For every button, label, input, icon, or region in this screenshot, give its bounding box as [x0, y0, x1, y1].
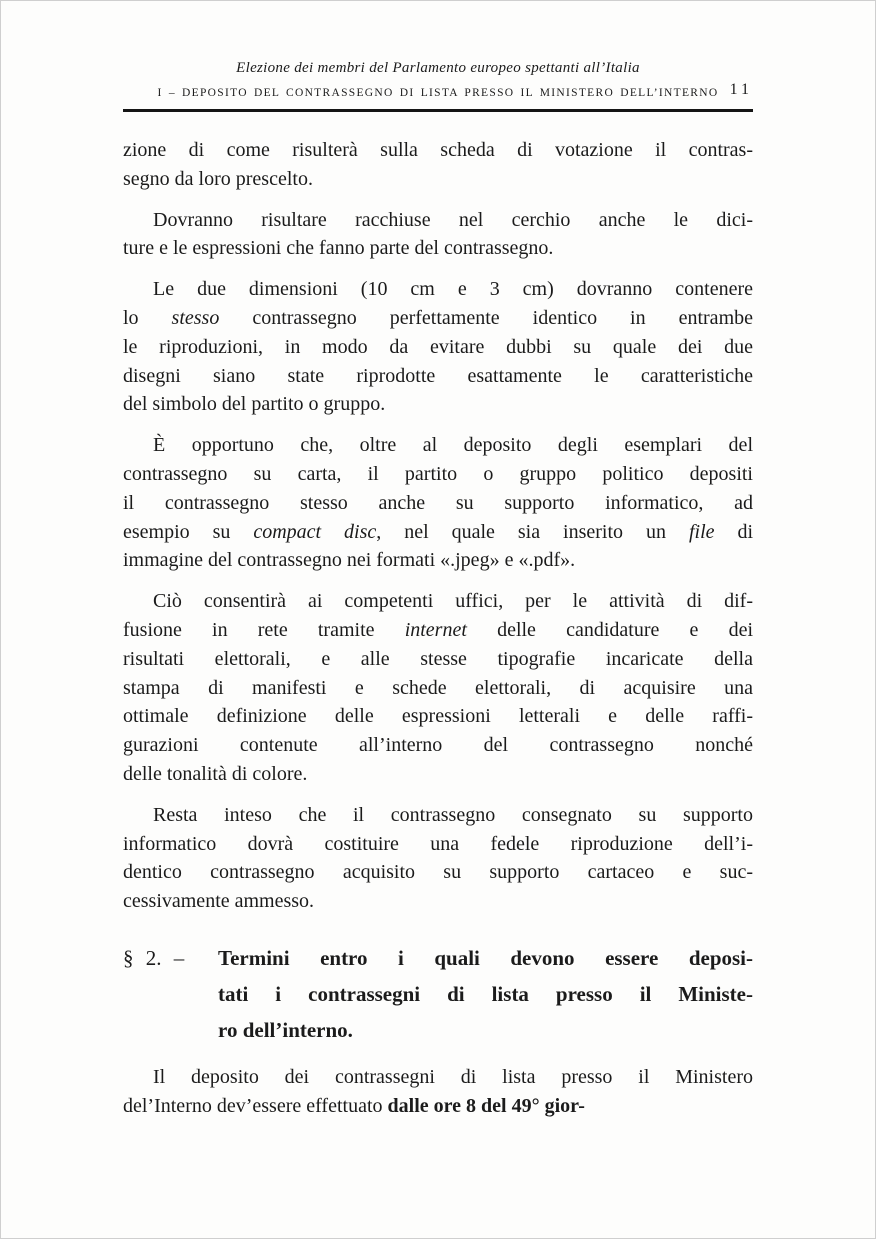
- text-segment: lo: [123, 306, 172, 329]
- text-segment: del’Interno dev’essere effettuato: [123, 1094, 388, 1117]
- text-segment: informatico dovrà costituire una fedele riproduzione dell’i-: [123, 832, 753, 855]
- page-number: 11: [729, 81, 753, 98]
- italic-text: file: [688, 520, 715, 543]
- heading-line: tati i contrassegni di lista presso il Ministe-: [218, 981, 753, 1006]
- text-segment: dentico contrassegno acquisito su supporto cartaceo e suc-: [123, 861, 753, 884]
- italic-text: stesso: [171, 306, 220, 329]
- section-title: [218, 940, 753, 1048]
- text-segment: zione di come risulterà sulla scheda di votazione il contras-: [123, 139, 753, 161]
- text-line: [123, 489, 753, 518]
- bold-text: dalle ore 8 del 49° gior-: [387, 1094, 585, 1117]
- text-line: [123, 431, 753, 460]
- text-line: [123, 1092, 753, 1121]
- body-paragraph: [123, 1063, 753, 1121]
- text-line: [123, 546, 753, 575]
- text-line: [123, 390, 753, 419]
- text-segment: risultati elettorali, e alle stesse tipografie incaricate della: [123, 647, 753, 670]
- text-segment: delle tonalità di colore.: [123, 762, 308, 785]
- text-line: [123, 858, 753, 887]
- running-head-chapter: I – DEPOSITO DEL CONTRASSEGNO DI LISTA PRESSO IL MINISTERO DELL’INTERNO: [157, 87, 719, 99]
- text-segment: immagine del contrassegno nei formati «.jpeg» e «.pdf».: [123, 549, 576, 572]
- text-segment: del simbolo del partito o gruppo.: [123, 393, 386, 416]
- header-rule: [123, 109, 753, 112]
- text-line: [123, 587, 753, 616]
- text-segment: Il deposito dei contrassegni di lista presso il Ministero: [153, 1065, 753, 1088]
- body-paragraph: [123, 206, 753, 264]
- text-segment: il contrassegno stesso anche su supporto informatico, ad: [123, 491, 753, 514]
- text-line: [123, 136, 753, 165]
- text-segment: , nel quale sia inserito un: [376, 520, 689, 543]
- heading-line: ro dell’interno.: [218, 1017, 353, 1042]
- italic-text: internet: [404, 618, 467, 641]
- text-segment: le riproduzioni, in modo da evitare dubbi su quale dei due: [123, 335, 753, 358]
- text-line: [123, 362, 753, 391]
- text-segment: cessivamente ammesso.: [123, 890, 315, 913]
- body-paragraph: [123, 587, 753, 789]
- text-segment: disegni siano state riprodotte esattamente le caratteristiche: [123, 364, 753, 387]
- body-paragraph: [123, 801, 753, 916]
- text-line: [123, 165, 753, 194]
- text-line: [123, 234, 753, 263]
- text-segment: stampa di manifesti e schede elettorali, di acquisire una: [123, 676, 753, 699]
- running-head-title: Elezione dei membri del Parlamento europeo spettanti all’Italia: [236, 60, 640, 76]
- text-line: [123, 645, 753, 674]
- text-segment: ture e le espressioni che fanno parte del contrassegno.: [123, 237, 554, 260]
- text-segment: ottimale definizione delle espressioni letterali e delle raffi-: [123, 705, 753, 728]
- text-segment: Ciò consentirà ai competenti uffici, per le attività di dif-: [153, 590, 753, 613]
- text-segment: Resta inteso che il contrassegno consegnato su supporto: [153, 803, 753, 826]
- heading-line: Termini entro i quali devono essere deposi-: [218, 945, 753, 970]
- text-line: [123, 801, 753, 830]
- text-line: [123, 760, 753, 789]
- body-content: [123, 136, 753, 1121]
- text-line: [123, 731, 753, 760]
- text-block: [123, 1, 753, 1121]
- text-segment: delle candidature e dei: [466, 618, 753, 641]
- section-marker: § 2. –: [123, 945, 185, 970]
- text-line: [123, 304, 753, 333]
- text-line: [123, 275, 753, 304]
- text-segment: È opportuno che, oltre al deposito degli esemplari del: [153, 434, 753, 457]
- text-segment: Dovranno risultare racchiuse nel cerchio anche le dici-: [153, 208, 753, 231]
- text-line: [123, 333, 753, 362]
- text-line: [123, 830, 753, 859]
- text-line: [123, 460, 753, 489]
- text-segment: gurazioni contenute all’interno del contrassegno nonché: [123, 734, 753, 757]
- text-segment: segno da loro prescelto.: [123, 167, 313, 190]
- text-segment: Le due dimensioni (10 cm e 3 cm) dovranno contenere: [153, 278, 753, 301]
- text-segment: fusione in rete tramite: [123, 618, 405, 641]
- section-heading: [123, 940, 753, 1048]
- italic-text: compact disc: [253, 520, 377, 543]
- running-head-row: [123, 81, 753, 102]
- text-line: [123, 616, 753, 645]
- text-line: [123, 887, 753, 916]
- text-line: [123, 1063, 753, 1092]
- text-segment: di: [714, 520, 754, 543]
- text-line: [123, 518, 753, 547]
- text-line: [123, 702, 753, 731]
- text-segment: esempio su: [123, 520, 254, 543]
- body-paragraph: [123, 275, 753, 419]
- text-line: [123, 206, 753, 235]
- body-paragraph: [123, 431, 753, 575]
- body-paragraph: [123, 136, 753, 194]
- text-segment: contrassegno su carta, il partito o gruppo politico depositi: [123, 462, 753, 485]
- text-line: [123, 674, 753, 703]
- text-segment: contrassegno perfettamente identico in entrambe: [219, 306, 753, 329]
